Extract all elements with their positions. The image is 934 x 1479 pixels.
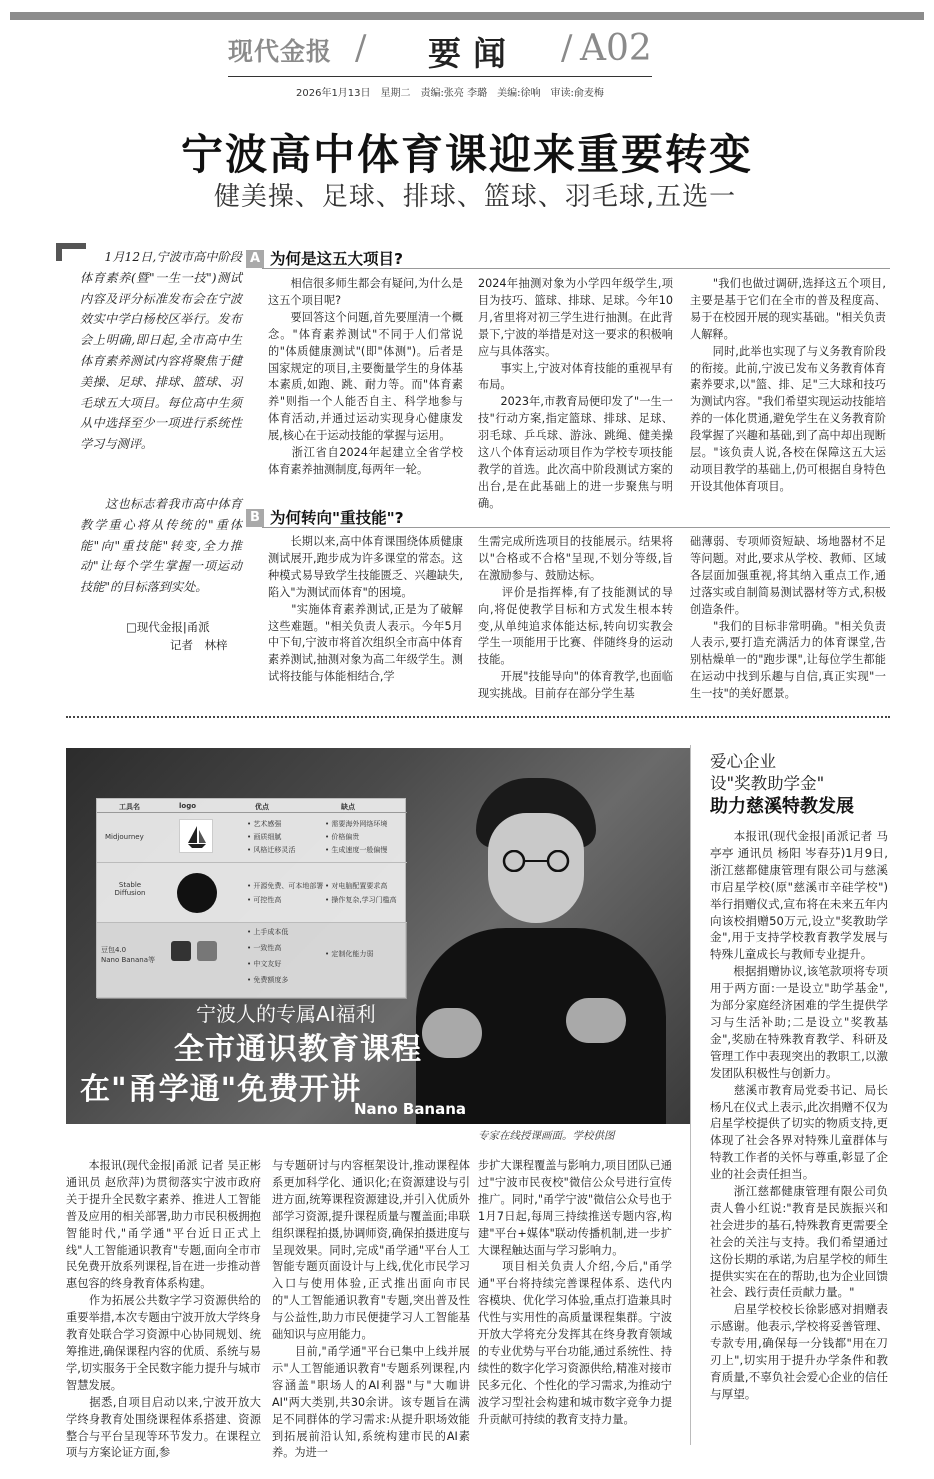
table-header-cell: logo [179, 802, 197, 810]
photo-overlay-title: 在"甬学通"免费开讲 [80, 1072, 362, 1107]
table-row [97, 923, 407, 999]
table-pro: • 中文友好 [247, 960, 282, 968]
section-a-badge: A [246, 250, 264, 268]
table-header-cell: 优点 [255, 803, 269, 811]
table-con: • 定制化能力弱 [325, 950, 374, 958]
lead-box [66, 247, 242, 687]
photo-watermark: Nano Banana [354, 1100, 467, 1118]
section-a-rule [262, 268, 890, 269]
glasses-icon [494, 850, 578, 872]
table-pro: • 免费额度多 [247, 976, 289, 984]
story3-kicker: 爱心企业 [710, 752, 776, 771]
table-tool-name: Stable Diffusion [114, 881, 146, 897]
table-header-row [97, 799, 407, 813]
photo-caption: 专家在线授课画面。学校供图 [478, 1130, 615, 1142]
lead-byline: □现代金报|甬派 [126, 620, 210, 634]
section-name: 要闻 [428, 34, 518, 73]
sub-headline: 健美操、足球、排球、篮球、羽毛球,五选一 [213, 182, 737, 212]
photo-overlay-kicker: 宁波人的专属AI福利 [196, 1002, 376, 1026]
table-con: • 价格偏贵 [325, 833, 360, 841]
slash: / [355, 28, 367, 68]
table-pro: • 一致性高 [247, 944, 282, 952]
section-a-title: 为何是这五大项目? [270, 250, 403, 268]
story3-divider [690, 745, 691, 1445]
slash: / [561, 28, 573, 68]
table-header-cell: 工具名 [119, 803, 140, 811]
table-con: • 操作复杂,学习门槛高 [325, 896, 397, 904]
masthead-rule [228, 76, 652, 77]
main-headline: 宁波高中体育课迎来重要转变 [180, 130, 753, 179]
lead-paragraph: 1月12日,宁波市高中阶段体育素养(暨"一生一技")测试内容及评分标准发布会在宁波效实中学白杨校区举行。发布会上明确,即日起,全市高中生体育素养测试内容将聚焦于健美操、足球、排球、篮球、羽毛球五大项目。每位高中生须从中选择至少一项进行系统性学习与测评。 [80, 250, 242, 452]
table-row [97, 813, 407, 863]
presenter-hand [566, 998, 626, 1043]
story3-headline: 助力慈溪特教发展 [710, 796, 854, 817]
story3-body: 本报讯(现代金报|甬派记者 马亭亭 通讯员 杨阳 岑春芬)1月9日,浙江慈都健康管理有限公司与慈溪市启星学校(原"慈溪市辛硅学校")举行捐赠仪式,宣布将在未来五年内向该校捐赠50万元,设立"奖教助学金",用于支持学校教育教学发展与特殊儿童成长与教师专业提升。 根据捐赠协议,该笔款项将专项用于两方面:一是设立"助学基金",为部分家庭经济困难的学生提供学习与生活补助;二是设立"奖教基金",奖励在特殊教育教学、科研及管理工作中表现突出的教职工,以激发团队积极性与创新力。 慈溪市教育局党委书记、局长杨凡在仪式上表示,此次捐赠不仅为启星学校提供了切实的物质支持,更体现了社会各界对特殊儿童群体与特教工作者的关怀与尊重,彰显了企业的社会责任担当。 浙江慈都健康管理有限公司负责人鲁小红说:"教育是民族振兴和社会进步的基石,特殊教育更需要全社会的关注与支持。我们希望通过这份长期的承诺,为启星学校的师生提供实实在在的帮助,也为企业回馈社会、践行责任贡献力量。" 启星学校校长徐影感对捐赠表示感谢。他表示,学校将妥善管理、专款专用,确保每一分钱都"用在刀刃上",切实用于提升办学条件和教育质量,不辜负社会爱心企业的信任与厚望。 [710, 829, 888, 1401]
stable-diffusion-logo-icon [177, 873, 217, 913]
presenter-figure [416, 778, 666, 1124]
table-tool-name: Midjourney [105, 833, 144, 841]
doubao-logo-icon [171, 941, 191, 961]
sailboat-logo-icon [179, 819, 213, 853]
section-a-column: 相信很多师生都会有疑问,为什么是这五个项目呢? 要回答这个问题,首先要厘清一个概念。"体育素养测试"不同于人们常说的"体质健康测试"(即"体测")。后者是国家规定的项目,主要衡量学生的身体基本素质,如跑、跳、耐力等。而"体育素养"则指一个人能否自主、科学地参与体育活动,并通过运动实现身心健康发展,核心在于运动技能的掌握与运用。 浙江省自2024年起建立全省学校体育素养抽测制度,每两年一轮。 [268, 277, 463, 476]
table-con: • 生成速度一般偏慢 [325, 846, 388, 854]
section-b-column: 长期以来,高中体育课围绕体质健康测试展开,跑步成为许多课堂的常态。这种模式易导致学生技能匮乏、兴趣缺失,陷入"为测试而体育"的困境。 "实施体育素养测试,正是为了破解这些难题。"相关负责人表示。今年5月中下旬,宁波市将首次组织全市高中体育素养测试,抽测对象为高二年级学生。测试将技能与体能相结合,学 [268, 535, 463, 684]
table-pro: • 艺术感强 [247, 820, 282, 828]
section-b-rule [262, 527, 890, 528]
page-number: A02 [580, 28, 652, 69]
story-divider [66, 716, 890, 718]
table-tool-name: 豆包4.0 Nano Banana等 [101, 946, 156, 964]
section-b-column: 础薄弱、专项师资短缺、场地器材不足等问题。对此,要求从学校、教师、区域各层面加强重视,将其纳入重点工作,通过落实或自制简易测试器材等方式,积极创造条件。 "我们的目标非常明确。"相关负责人表示,要打造充满活力的体育课堂,告别枯燥单一的"跑步课",让每位学生都能在运动中找到乐趣与自信,真正实现"一生一技"的美好愿景。 [690, 535, 886, 701]
photo-overlay-title: 全市通识教育课程 [174, 1032, 422, 1067]
table-pro: • 开源免费、可本地部署 [247, 882, 324, 890]
table-pro: • 画质细腻 [247, 833, 282, 841]
story2-column: 与专题研讨与内容框架设计,推动课程体系更加科学化、通识化;在资源建设与引进方面,统筹课程资源建设,并引入优质外部学习资源,提升课程质量与覆盖面;串联组织课程拍摄,协调师资,确保拍摄进度与呈现效果。同时,完成"甬学通"平台人工智能专题页面设计与上线,优化市民学习入口与使用体验,正式推出面向市民的"人工智能通识教育"专题,突出普及性与公益性,助力市民便捷学习人工智能基础知识与应用能力。 目前,"甬学通"平台已集中上线并展示"人工智能通识教育"专题系列课程,内容涵盖"职场人的AI利器"与"大咖讲AI"两大类别,共30余讲。该专题旨在满足不同群体的学习需求:从提升职场效能到拓展前沿认知,系统构建市民的AI素养。为进一 [272, 1159, 470, 1460]
lead-paragraph: 这也标志着我市高中体育教学重心将从传统的"重体能"向"重技能"转变,全力推动"让每个学生掌握一项运动技能"的目标落到实处。 [80, 497, 242, 595]
dateline: 2026年1月13日 星期二 责编:张亮 李璐 美编:徐响 审读:俞麦梅 [296, 88, 604, 99]
table-pro: • 上手成本低 [247, 928, 289, 936]
story2-column: 本报讯(现代金报|甬派 记者 吴正彬 通讯员 赵欣萍)为贯彻落实宁波市政府关于提升全民数字素养、推进人工智能普及应用的相关部署,助力市民积极拥抱智能时代,"甬学通"平台近日正式上线"人工智能通识教育"专题,面向全市市民免费开放系列课程,旨在进一步推动普惠包容的终身教育体系构建。 作为拓展公共数字学习资源供给的重要举措,本次专题由宁波开放大学终身教育处联合学习资源中心协同规划、统筹推进,确保课程内容的优质、系统与易学,切实服务于全民数字能力提升与城市智慧发展。 据悉,自项目启动以来,宁波开放大学终身教育处围绕课程体系搭建、资源整合与平台呈现等环节发力。在课程立项与方案论证方面,参 [66, 1159, 261, 1460]
section-b-badge: B [246, 509, 264, 527]
story3-kicker: 设"奖教助学金" [710, 774, 825, 793]
banana-logo-icon [197, 941, 217, 961]
table-pro: • 可控性高 [247, 896, 282, 904]
screen-table [96, 798, 406, 998]
table-con: • 需要海外网络环境 [325, 820, 388, 828]
presenter-hand [422, 1008, 482, 1058]
story2-column: 步扩大课程覆盖与影响力,项目团队已通过"宁波市民夜校"微信公众号进行宣传推广。同时,"甬学宁波"微信公众号也于1月7日起,每周三持续推送专题内容,构建"平台+媒体"联动传播机制,进一步扩大课程触达面与学习影响力。 项目相关负责人介绍,今后,"甬学通"平台将持续完善课程体系、迭代内容模块、优化学习体验,重点打造兼具时代性与实用性的高质量课程集群。宁波开放大学将充分发挥其在终身教育领域的专业优势与平台功能,通过系统性、持续性的数字化学习资源供给,精准对接市民多元化、个性化的学习需求,为推动宁波学习型社会构建和城市数字竞争力提升贡献可持续的教育支持力量。 [478, 1159, 672, 1426]
section-a-column: "我们也做过调研,选择这五个项目,主要是基于它们在全市的普及程度高、易于在校园开展的现实基础。"相关负责人解释。 同时,此举也实现了与义务教育阶段的衔接。此前,宁波已发布义务教育体育素养要求,以"篮、排、足"三大球和技巧为测试内容。"我们希望实现运动技能培养的一体化贯通,避免学生在义务教育阶段掌握了兴趣和基础,到了高中却出现断层。"该负责人说,各校在保障这五大运动项目教学的基础上,仍可根据自身特色开设其他体育项目。 [690, 277, 886, 493]
lecture-photo [66, 748, 691, 1124]
table-row [97, 863, 407, 923]
section-b-column: 生需完成所选项目的技能展示。结果将以"合格或不合格"呈现,不划分等级,旨在激励参与、鼓励达标。 评价是指挥棒,有了技能测试的导向,将促使教学目标和方式发生根本转变,从单纯追求体能达标,转向切实教会学生一项能用于比赛、伴随终身的运动技能。 开展"技能导向"的体育教学,也面临现实挑战。目前存在部分学生基 [478, 535, 673, 701]
top-gray-bar [10, 12, 924, 20]
masthead [0, 28, 934, 80]
table-con: • 对电脑配置要求高 [325, 882, 388, 890]
section-a-column: 2024年抽测对象为小学四年级学生,项目为技巧、篮球、排球、足球。今年10月,省里将对初三学生进行抽测。在此背景下,宁波的举措是对这一要求的积极响应与具体落实。 事实上,宁波对体育技能的重视早有布局。 2023年,市教育局便印发了"一生一技"行动方案,指定篮球、排球、足球、羽毛球、乒乓球、游泳、跳绳、健美操这八个体育运动项目作为学校专项技能教学的首选。此次高中阶段测试方案的出台,是在此基础上的进一步聚焦与明确。 [478, 277, 673, 510]
table-header-cell: 缺点 [341, 803, 355, 811]
paper-name: 现代金报 [228, 37, 333, 66]
lead-byline: 记者 林梓 [170, 638, 228, 652]
table-pro: • 风格迁移灵活 [247, 846, 296, 854]
section-b-title: 为何转向"重技能"? [270, 509, 404, 527]
